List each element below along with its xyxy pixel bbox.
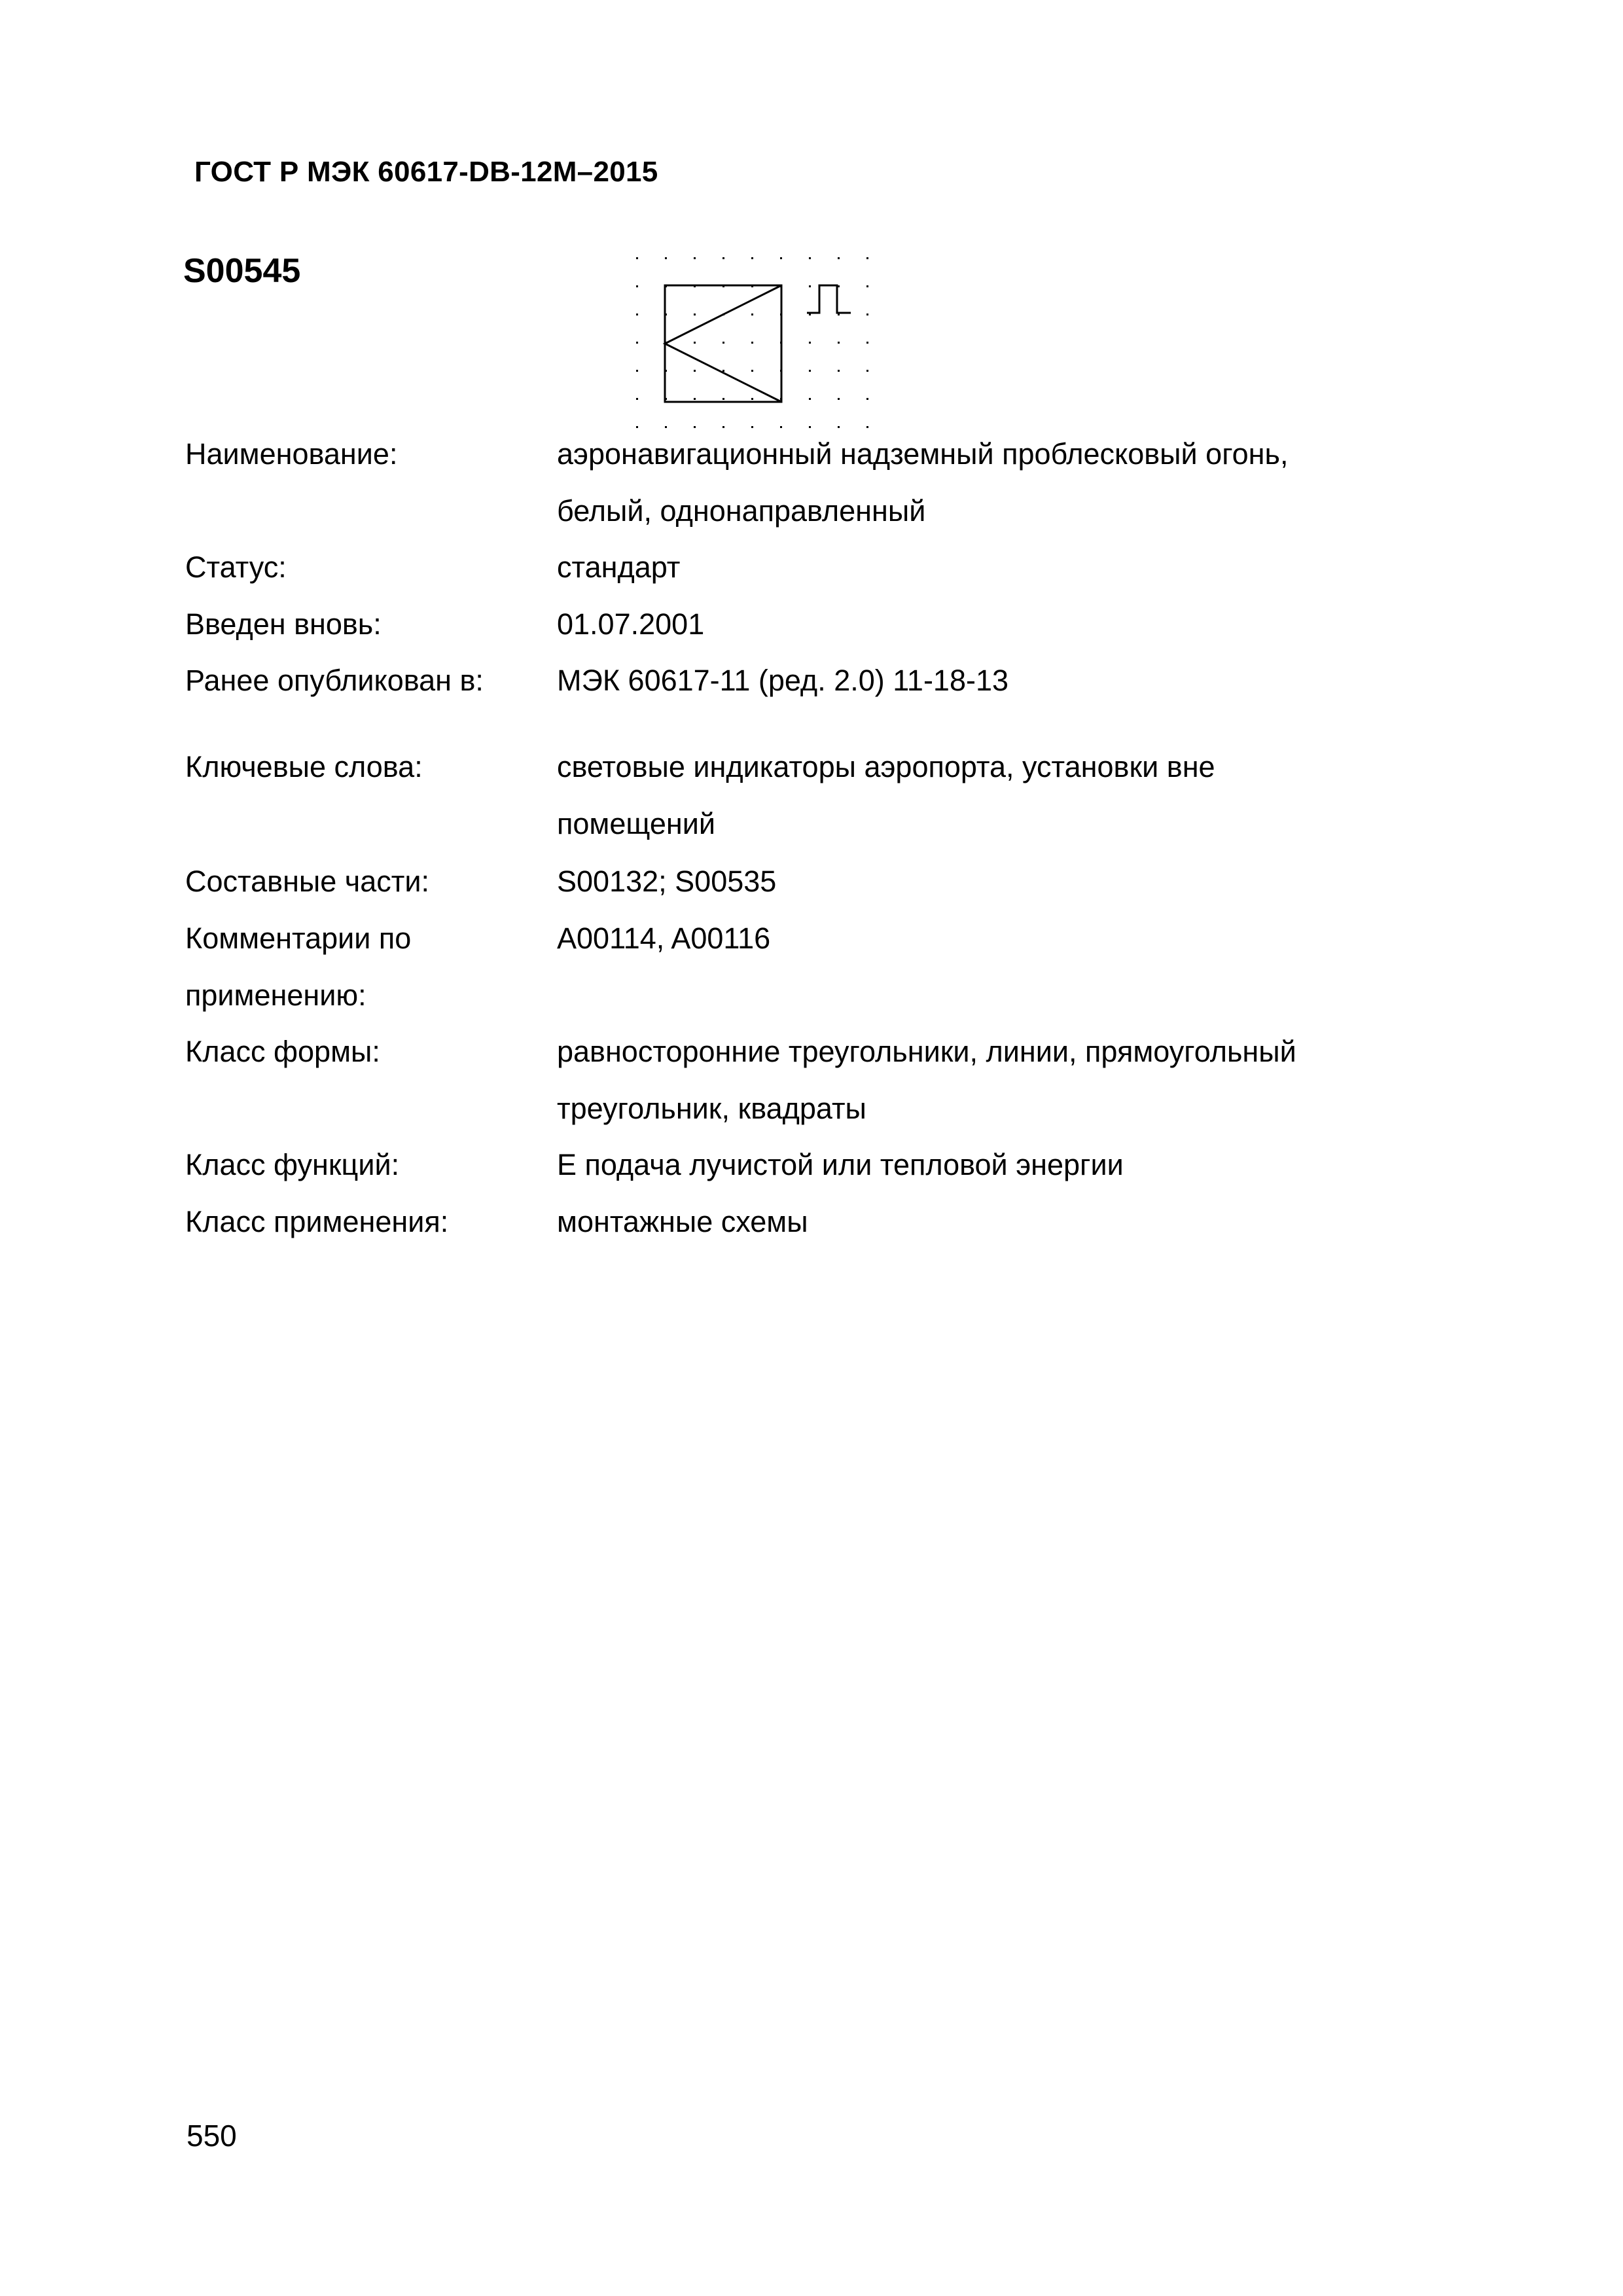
attribute-value [557, 1136, 1447, 1193]
attribute-value [557, 1023, 1447, 1137]
attribute-label [185, 1023, 552, 1080]
document-header: ГОСТ Р МЭК 60617-DB-12M–2015 [194, 156, 658, 188]
attribute-value-line: МЭК 60617-11 (ред. 2.0) 11-18-13 [557, 664, 1009, 697]
attribute-label [185, 596, 552, 653]
attribute-value-line: аэронавигационный надземный проблесковый огонь, [557, 437, 1289, 471]
attribute-value [557, 853, 1447, 910]
attribute-value [557, 425, 1447, 539]
symbol-code: S00545 [183, 252, 301, 290]
attribute-value-line: световые индикаторы аэропорта, установки вне [557, 750, 1215, 783]
attribute-value-line: монтажные схемы [557, 1205, 808, 1238]
attribute-value-line: S00132; S00535 [557, 865, 777, 898]
attribute-label-line: Введен вновь: [185, 607, 382, 641]
attribute-value-line: Е подача лучистой или тепловой энергии [557, 1148, 1124, 1181]
attribute-label-line: Комментарии по [185, 922, 412, 955]
attribute-value [557, 1193, 1447, 1250]
attribute-label-line: Класс применения: [185, 1205, 449, 1238]
attribute-value-line: равносторонние треугольники, линии, прямоугольный [557, 1035, 1296, 1068]
attribute-label-line: применению: [185, 978, 366, 1012]
attribute-label-line: Класс формы: [185, 1035, 380, 1068]
attribute-label-line: Составные части: [185, 865, 430, 898]
attribute-value-line: белый, однонаправленный [557, 494, 926, 528]
attribute-value [557, 738, 1447, 852]
attribute-value [557, 910, 1447, 967]
page-number: 550 [187, 2119, 237, 2153]
attribute-value [557, 652, 1447, 709]
attribute-label-line: Статус: [185, 550, 287, 584]
attribute-value-line: 01.07.2001 [557, 607, 705, 641]
attribute-label [185, 853, 552, 910]
attribute-label [185, 910, 552, 1024]
attribute-label [185, 1136, 552, 1193]
aeronautical-flashing-light-symbol-icon [622, 245, 883, 435]
attribute-label-line: Наименование: [185, 437, 398, 471]
attribute-value [557, 539, 1447, 596]
attribute-label-line: Ранее опубликован в: [185, 664, 484, 697]
attribute-label-line: Ключевые слова: [185, 750, 423, 783]
attribute-value-line: стандарт [557, 550, 681, 584]
attribute-label [185, 738, 552, 795]
attribute-label [185, 652, 552, 709]
attribute-value [557, 596, 1447, 653]
attribute-label-line: Класс функций: [185, 1148, 400, 1181]
attribute-value-line: треугольник, квадраты [557, 1092, 866, 1125]
attribute-value-line: A00114, A00116 [557, 922, 771, 955]
attribute-label [185, 425, 552, 482]
attribute-value-line: помещений [557, 807, 716, 840]
attribute-label [185, 1193, 552, 1250]
attribute-label [185, 539, 552, 596]
